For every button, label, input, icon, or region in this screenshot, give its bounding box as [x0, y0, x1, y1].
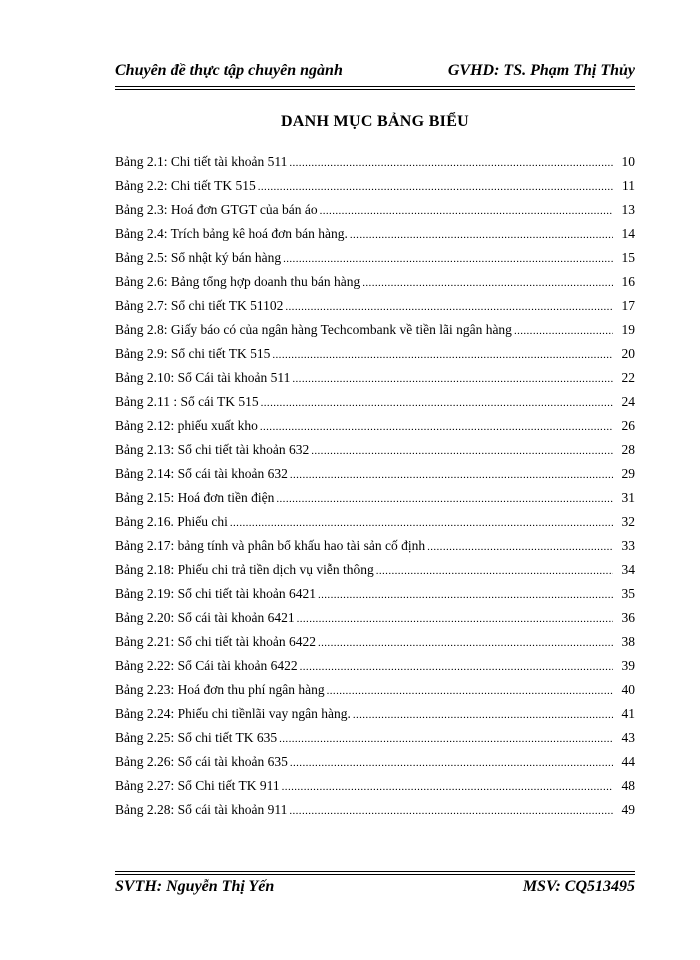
- toc-entry-label: Bảng 2.2: Chi tiết TK 515: [115, 178, 256, 193]
- toc-entry[interactable]: [115, 222, 635, 246]
- toc-entry-page-number: 10: [621, 154, 635, 169]
- toc-entry[interactable]: [115, 654, 635, 678]
- toc-entry-label: Bảng 2.11 : Sổ cái TK 515: [115, 394, 259, 409]
- toc-dot-leader: [282, 775, 613, 799]
- toc-entry-label: Bảng 2.20: Sổ cái tài khoản 6421: [115, 610, 295, 625]
- toc-entry[interactable]: [115, 750, 635, 774]
- toc-entry-page-number: 19: [621, 322, 635, 337]
- toc-entry-label: Bảng 2.14: Sổ cái tài khoản 632: [115, 466, 288, 481]
- toc-entry-page-number: 31: [621, 490, 635, 505]
- header-report-title: Chuyên đề thực tập chuyên ngành: [115, 62, 343, 79]
- toc-entry-label: Bảng 2.21: Sổ chi tiết tài khoản 6422: [115, 634, 316, 649]
- toc-entry[interactable]: [115, 270, 635, 294]
- toc-entry-page-number: 13: [621, 202, 635, 217]
- toc-dot-leader: [285, 295, 613, 319]
- footer-student-name: SVTH: Nguyễn Thị Yến: [115, 878, 275, 895]
- toc-dot-leader: [350, 223, 613, 247]
- toc-dot-leader: [230, 511, 613, 535]
- toc-dot-leader: [362, 271, 613, 295]
- toc-entry-page-number: 33: [621, 538, 635, 553]
- toc-entry-label: Bảng 2.18: Phiếu chi trả tiền dịch vụ viễn thông: [115, 562, 374, 577]
- toc-entry-label: Bảng 2.16. Phiếu chi: [115, 514, 228, 529]
- toc-entry-label: Bảng 2.26: Sổ cái tài khoản 635: [115, 754, 288, 769]
- toc-entry[interactable]: [115, 198, 635, 222]
- toc-entry-page-number: 22: [621, 370, 635, 385]
- toc-entry[interactable]: [115, 366, 635, 390]
- page-header: [115, 62, 635, 80]
- toc-entry[interactable]: [115, 342, 635, 366]
- toc-entry-page-number: 48: [621, 778, 635, 793]
- toc-entry-page-number: 17: [621, 298, 635, 313]
- toc-entry[interactable]: [115, 510, 635, 534]
- toc-entry[interactable]: [115, 174, 635, 198]
- toc-dot-leader: [427, 535, 613, 559]
- toc-entry-page-number: 43: [621, 730, 635, 745]
- toc-entry[interactable]: [115, 246, 635, 270]
- toc-entry-label: Bảng 2.19: Sổ chi tiết tài khoản 6421: [115, 586, 316, 601]
- toc-entry[interactable]: [115, 606, 635, 630]
- toc-entry-label: Bảng 2.17: bảng tính và phân bổ khấu hao tài sản cố định: [115, 538, 426, 553]
- toc-dot-leader: [353, 703, 613, 727]
- toc-entry-page-number: 41: [621, 706, 635, 721]
- toc-dot-leader: [258, 175, 613, 199]
- table-list: [115, 150, 635, 822]
- toc-dot-leader: [290, 463, 613, 487]
- toc-dot-leader: [318, 583, 613, 607]
- toc-dot-leader: [290, 751, 613, 775]
- toc-entry[interactable]: [115, 774, 635, 798]
- toc-entry[interactable]: [115, 630, 635, 654]
- toc-entry-label: Bảng 2.13: Sổ chi tiết tài khoản 632: [115, 442, 310, 457]
- toc-entry[interactable]: [115, 702, 635, 726]
- page-footer: [115, 878, 635, 896]
- toc-entry-label: Bảng 2.23: Hoá đơn thu phí ngân hàng: [115, 682, 325, 697]
- toc-entry[interactable]: [115, 462, 635, 486]
- toc-dot-leader: [320, 199, 613, 223]
- toc-entry[interactable]: [115, 678, 635, 702]
- toc-entry-label: Bảng 2.3: Hoá đơn GTGT của bán áo: [115, 202, 318, 217]
- toc-entry-label: Bảng 2.10: Sổ Cái tài khoản 511: [115, 370, 291, 385]
- toc-entry-label: Bảng 2.5: Sổ nhật ký bán hàng: [115, 250, 282, 265]
- toc-entry[interactable]: [115, 318, 635, 342]
- toc-entry-label: Bảng 2.25: Sổ chi tiết TK 635: [115, 730, 278, 745]
- toc-entry-page-number: 40: [621, 682, 635, 697]
- toc-entry-label: Bảng 2.9: Sổ chi tiết TK 515: [115, 346, 271, 361]
- toc-dot-leader: [279, 727, 613, 751]
- toc-entry-label: Bảng 2.6: Bảng tổng hợp doanh thu bán hàng: [115, 274, 361, 289]
- header-divider-secondary: [115, 89, 635, 90]
- toc-dot-leader: [276, 487, 613, 511]
- toc-entry-page-number: 15: [621, 250, 635, 265]
- toc-entry[interactable]: [115, 438, 635, 462]
- toc-entry-label: Bảng 2.28: Sổ cái tài khoản 911: [115, 802, 288, 817]
- toc-entry[interactable]: [115, 414, 635, 438]
- toc-entry-page-number: 36: [621, 610, 635, 625]
- toc-entry[interactable]: [115, 294, 635, 318]
- toc-dot-leader: [311, 439, 613, 463]
- toc-dot-leader: [261, 391, 613, 415]
- toc-dot-leader: [297, 607, 613, 631]
- toc-entry[interactable]: [115, 582, 635, 606]
- toc-dot-leader: [283, 247, 613, 271]
- header-supervisor: GVHD: TS. Phạm Thị Thủy: [447, 62, 635, 79]
- toc-entry-page-number: 29: [621, 466, 635, 481]
- toc-entry-label: Bảng 2.27: Sổ Chi tiết TK 911: [115, 778, 280, 793]
- toc-entry-page-number: 34: [621, 562, 635, 577]
- toc-entry-page-number: 11: [622, 178, 635, 193]
- toc-entry[interactable]: [115, 390, 635, 414]
- footer-divider: [115, 871, 635, 872]
- toc-entry-label: Bảng 2.4: Trích bảng kê hoá đơn bán hàng.: [115, 226, 348, 241]
- toc-dot-leader: [376, 559, 613, 583]
- toc-entry-page-number: 28: [621, 442, 635, 457]
- toc-entry-label: Bảng 2.12: phiếu xuất kho: [115, 418, 258, 433]
- toc-entry-page-number: 44: [621, 754, 635, 769]
- toc-dot-leader: [327, 679, 613, 703]
- toc-dot-leader: [300, 655, 613, 679]
- toc-entry[interactable]: [115, 798, 635, 822]
- toc-entry-page-number: 26: [621, 418, 635, 433]
- toc-dot-leader: [260, 415, 613, 439]
- toc-dot-leader: [514, 319, 613, 343]
- toc-entry-label: Bảng 2.8: Giấy báo có của ngân hàng Techcombank về tiền lãi ngân hàng: [115, 322, 512, 337]
- toc-dot-leader: [318, 631, 613, 655]
- toc-entry[interactable]: [115, 534, 635, 558]
- toc-entry-label: Bảng 2.24: Phiếu chi tiềnlãi vay ngân hàng.: [115, 706, 351, 721]
- toc-entry-page-number: 32: [621, 514, 635, 529]
- page-title: DANH MỤC BẢNG BIỂU: [280, 113, 470, 130]
- header-divider: [115, 86, 635, 87]
- toc-entry-page-number: 24: [621, 394, 635, 409]
- toc-dot-leader: [292, 367, 613, 391]
- toc-entry-label: Bảng 2.1: Chi tiết tài khoản 511: [115, 154, 288, 169]
- toc-entry-label: Bảng 2.15: Hoá đơn tiền điện: [115, 490, 275, 505]
- toc-entry-page-number: 14: [621, 226, 635, 241]
- toc-dot-leader: [272, 343, 613, 367]
- toc-entry-page-number: 16: [621, 274, 635, 289]
- toc-dot-leader: [289, 799, 613, 823]
- toc-entry[interactable]: [115, 150, 635, 174]
- toc-entry-page-number: 35: [621, 586, 635, 601]
- toc-entry-page-number: 49: [621, 802, 635, 817]
- footer-student-id: MSV: CQ513495: [522, 878, 635, 895]
- toc-entry-label: Bảng 2.7: Sổ chi tiết TK 51102: [115, 298, 284, 313]
- toc-entry[interactable]: [115, 726, 635, 750]
- toc-entry[interactable]: [115, 486, 635, 510]
- toc-entry-page-number: 20: [621, 346, 635, 361]
- toc-entry-label: Bảng 2.22: Sổ Cái tài khoản 6422: [115, 658, 298, 673]
- toc-entry-page-number: 39: [621, 658, 635, 673]
- toc-entry-page-number: 38: [621, 634, 635, 649]
- toc-dot-leader: [289, 151, 613, 175]
- footer-divider-secondary: [115, 874, 635, 875]
- toc-entry[interactable]: [115, 558, 635, 582]
